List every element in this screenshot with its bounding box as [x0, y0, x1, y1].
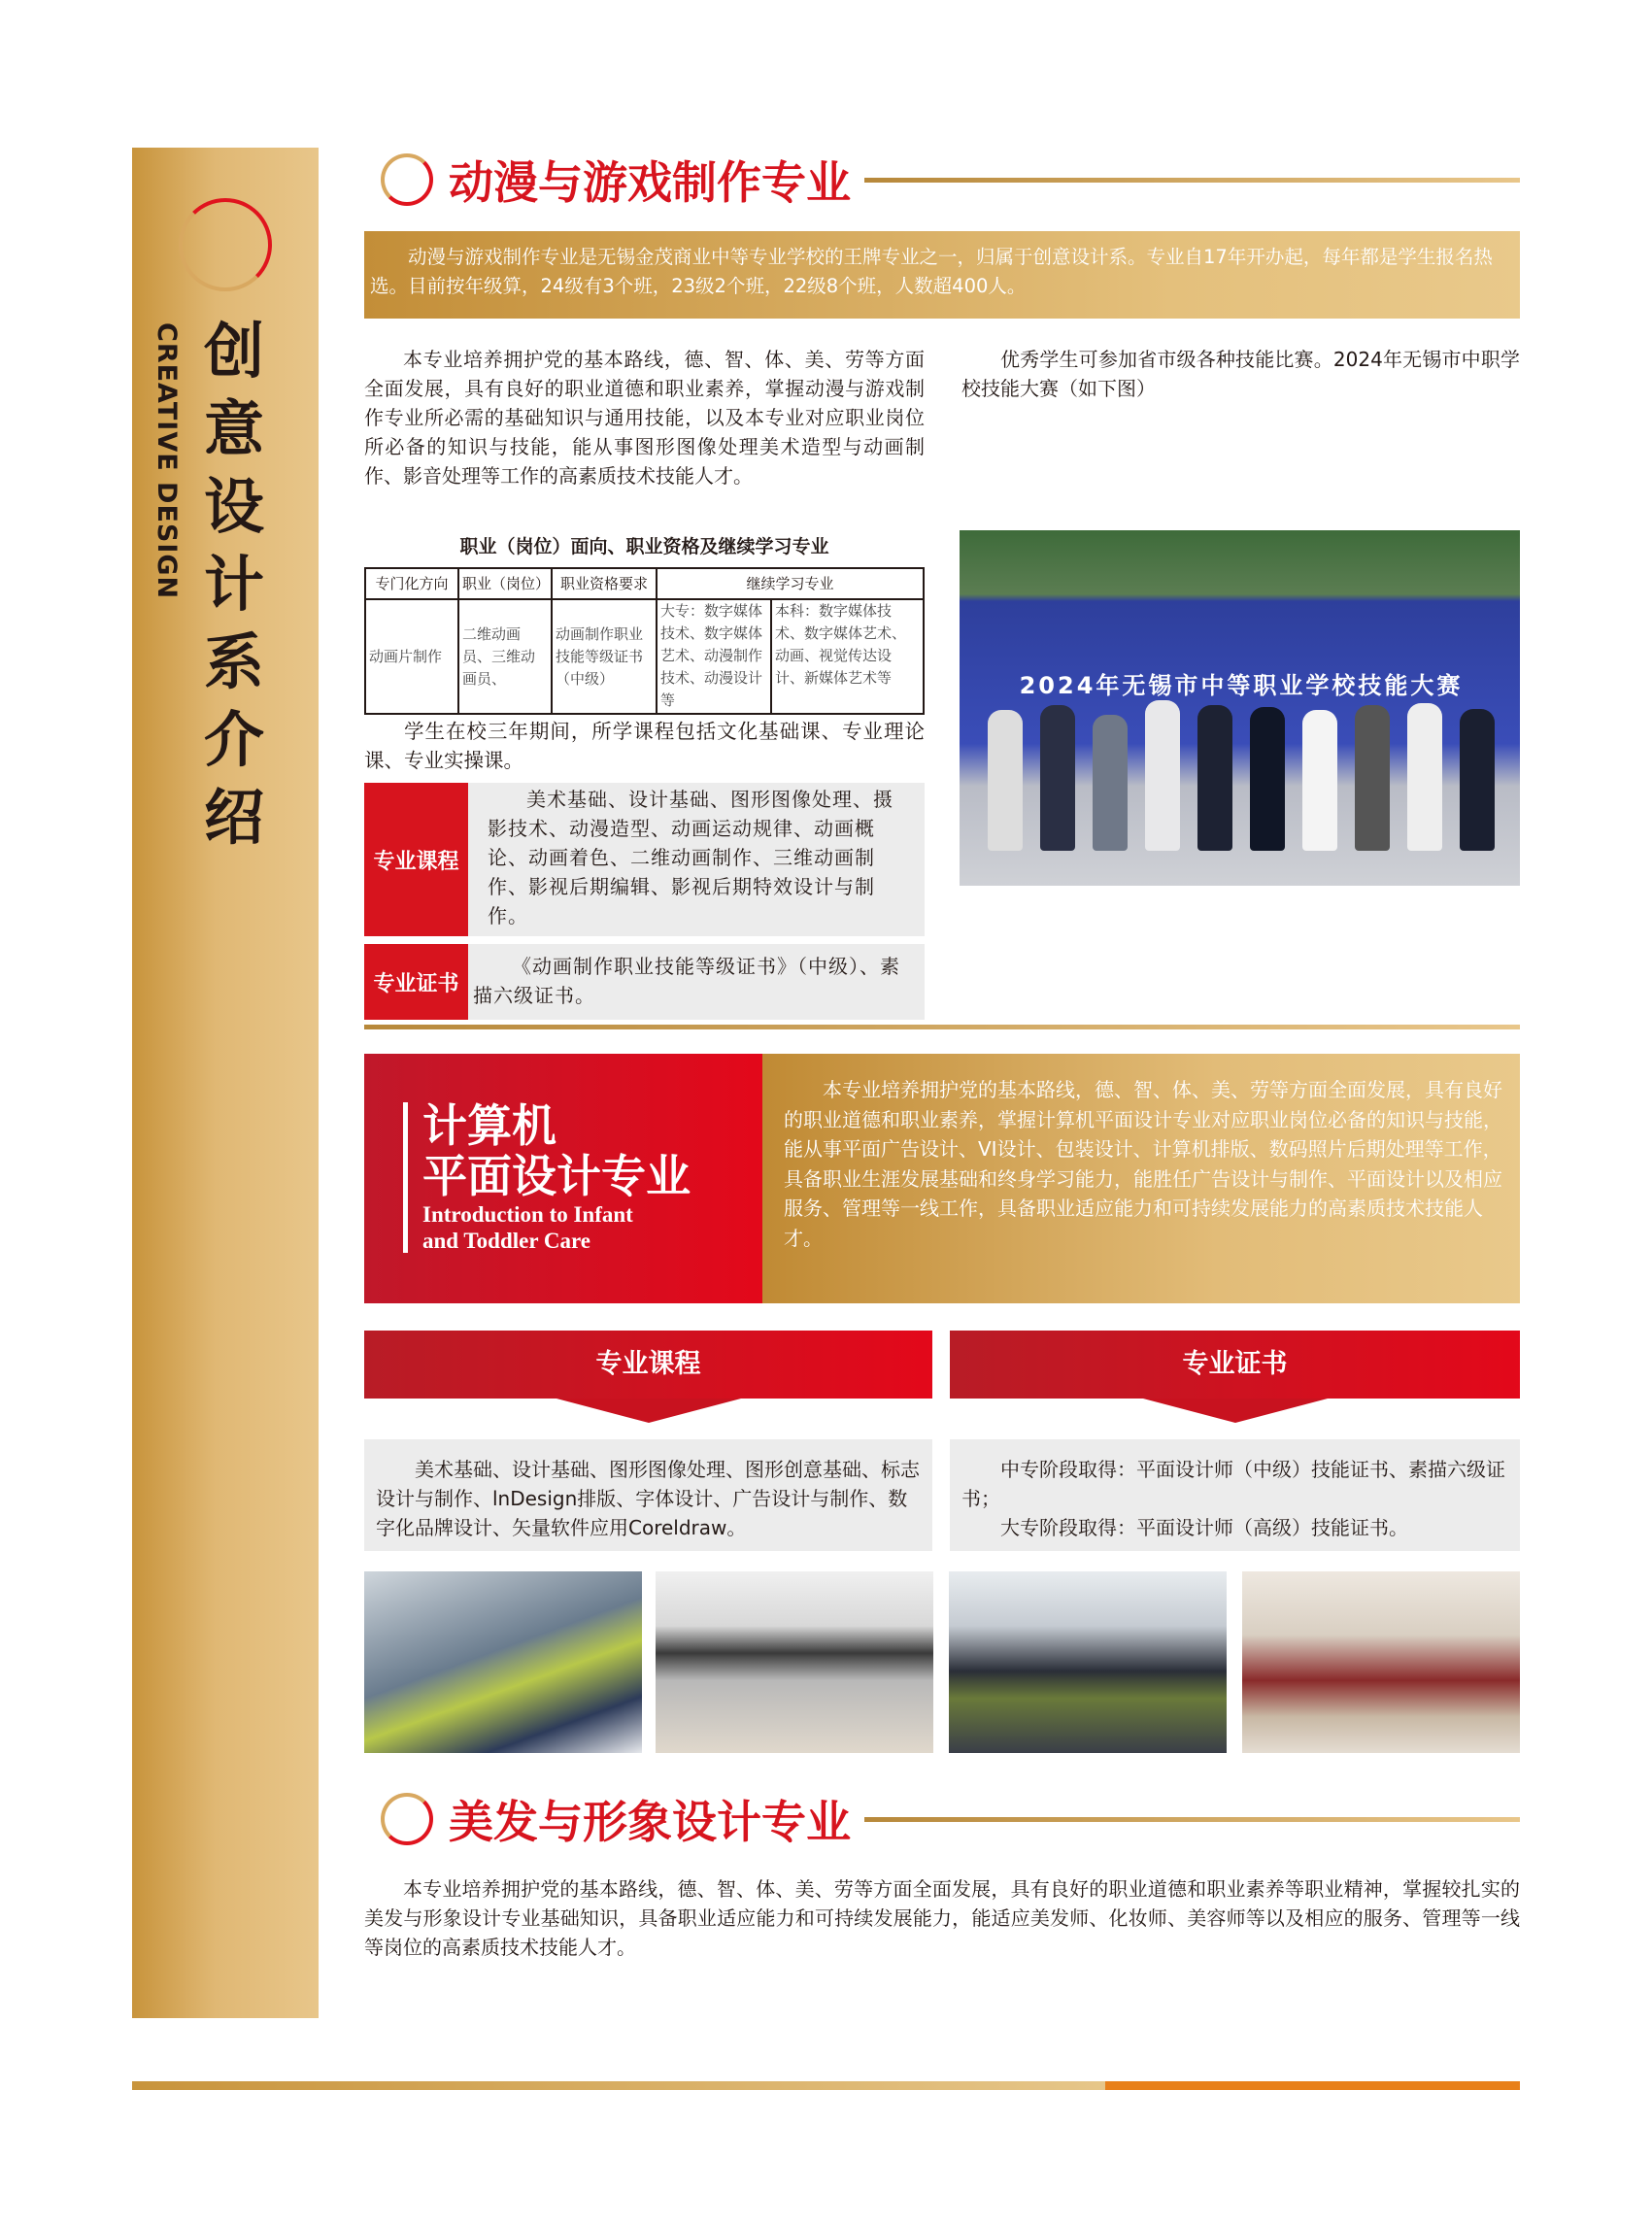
- title-char: 计: [203, 549, 264, 620]
- section2-intro: 本专业培养拥护党的基本路线，德、智、体、美、劳等方面全面发展，具有良好的职业道德和职业素养，掌握计算机平面设计专业对应职业岗位必备的知识与技能，能从事平面广告设计、VI设计、包装设计、计算机排版、数码照片后期处理等工作，具备职业生涯发展基础和终身学习能力，能胜任广告设计与制作、平面设计以及相应服务、管理等一线工作，具备职业适应能力和可持续发展能力的高素质技术技能人才。: [762, 1054, 1520, 1303]
- ring-icon: [381, 153, 433, 206]
- table-cell: 动画片制作: [365, 599, 458, 714]
- footer-bar-orange: [1105, 2081, 1520, 2090]
- cert-line: 中专阶段取得：平面设计师（中级）技能证书、素描六级证书；: [961, 1458, 1505, 1510]
- courses-label: 专业课程: [364, 783, 468, 936]
- table-cell: 动画制作职业技能等级证书（中级）: [552, 599, 657, 714]
- students-group: [979, 705, 1503, 851]
- table-cell: 大专：数字媒体技术、数字媒体艺术、动漫制作技术、动漫设计等: [657, 599, 771, 714]
- cert-header-label: 专业证书: [950, 1331, 1520, 1399]
- title-char: 系: [203, 626, 264, 697]
- table-header: 职业资格要求: [552, 568, 657, 599]
- table-cell: 本科：数字媒体技术、数字媒体艺术、动画、视觉传达设计、新媒体艺术等: [771, 599, 924, 714]
- cert-text: [950, 1439, 1520, 1551]
- title-char: 创: [203, 316, 264, 387]
- subtitle-line: Introduction to Infant: [422, 1202, 633, 1227]
- table-header: 专门化方向: [365, 568, 458, 599]
- section-title: 动漫与游戏制作专业: [449, 156, 851, 209]
- section-heading-hair: [381, 1785, 1520, 1853]
- cert-header: [950, 1331, 1520, 1423]
- arrow-down-icon: [556, 1399, 741, 1423]
- courses-intro: 学生在校三年期间，所学课程包括文化基础课、专业理论课、专业实操课。: [364, 720, 925, 772]
- cert-text: 《动画制作职业技能等级证书》（中级）、素描六级证书。: [473, 955, 900, 1007]
- courses-text: 美术基础、设计基础、图形图像处理、摄影技术、动漫造型、动画运动规律、动画概论、动画着色、二维动画制作、三维动画制作、影视后期编辑、影视后期特效设计与制作。: [488, 788, 893, 927]
- courses-header-label: 专业课程: [364, 1331, 932, 1399]
- arrow-down-icon: [1143, 1399, 1328, 1423]
- class-photo-1: [364, 1571, 642, 1753]
- cert-label: 专业证书: [364, 944, 468, 1020]
- title-char: 介: [203, 704, 264, 775]
- section2-subtitle-en: [422, 1201, 633, 1254]
- table-header: 继续学习专业: [657, 568, 924, 599]
- title-line: 平面设计专业: [422, 1150, 691, 1202]
- section-heading-animation: [381, 146, 1520, 214]
- section2-title: [422, 1100, 691, 1201]
- section-title: 美发与形象设计专业: [449, 1796, 851, 1848]
- program-description: 本专业培养拥护党的基本路线，德、智、体、美、劳等方面全面发展，具有良好的职业道德和职业素养，掌握动漫与游戏制作专业所必需的基础知识与通用技能，以及本专业对应职业岗位所必备的知识与技能，能从事图形图像处理美术造型与动画制作、影音处理等工作的高素质技术技能人才。: [364, 348, 925, 488]
- accent-bar: [403, 1102, 408, 1253]
- section2-title-block: [364, 1054, 762, 1303]
- title-line: 计算机: [422, 1099, 556, 1152]
- title-char: 绍: [203, 782, 264, 853]
- ring-icon: [381, 1793, 433, 1845]
- courses-text: 美术基础、设计基础、图形图像处理、图形创意基础、标志设计与制作、lnDesign排版、字体设计、广告设计与制作、数字化品牌设计、矢量软件应用Coreldraw。: [364, 1439, 932, 1551]
- class-photo-3: [949, 1571, 1227, 1753]
- courses-box: [364, 783, 925, 936]
- photo-banner-text: 2024年无锡市中等职业学校技能大赛: [1019, 672, 1464, 699]
- table-title: 职业（岗位）面向、职业资格及继续学习专业: [459, 536, 829, 557]
- subtitle-line: and Toddler Care: [422, 1229, 590, 1253]
- sidebar-title: [200, 313, 268, 857]
- footer-bar-gold: [132, 2081, 1105, 2090]
- competition-note: 优秀学生可参加省市级各种技能比赛。2024年无锡市中职学校技能大赛（如下图）: [961, 348, 1520, 400]
- divider-line: [864, 178, 1520, 183]
- table-cell: 二维动画员、三维动画员、: [458, 599, 552, 714]
- career-table: [364, 567, 925, 715]
- sidebar-banner: [132, 148, 319, 2018]
- divider-line: [864, 1817, 1520, 1822]
- class-photo-2: [656, 1571, 933, 1753]
- section-divider: [364, 1025, 1520, 1029]
- cert-box: [364, 944, 925, 1020]
- class-photo-4: [1242, 1571, 1520, 1753]
- courses-header: [364, 1331, 932, 1423]
- ring-icon: [179, 198, 272, 291]
- intro-band: 动漫与游戏制作专业是无锡金茂商业中等专业学校的王牌专业之一，归属于创意设计系。专业自17年开办起，每年都是学生报名热选。目前按年级算，24级有3个班，23级2个班，22级8个班，人数超400人。: [364, 231, 1520, 319]
- cert-line: 大专阶段取得：平面设计师（高级）技能证书。: [1000, 1516, 1408, 1539]
- title-char: 设: [203, 471, 264, 542]
- competition-photo: [960, 530, 1520, 886]
- sidebar-subtitle: CREATIVE DESIGN: [152, 322, 182, 600]
- section3-description: 本专业培养拥护党的基本路线，德、智、体、美、劳等方面全面发展，具有良好的职业道德和职业素养等职业精神，掌握较扎实的美发与形象设计专业基础知识，具备职业适应能力和可持续发展能力，能适应美发师、化妆师、美容师等以及相应的服务、管理等一线等岗位的高素质技术技能人才。: [364, 1877, 1520, 1959]
- table-header: 职业（岗位）: [458, 568, 552, 599]
- title-char: 意: [203, 393, 264, 464]
